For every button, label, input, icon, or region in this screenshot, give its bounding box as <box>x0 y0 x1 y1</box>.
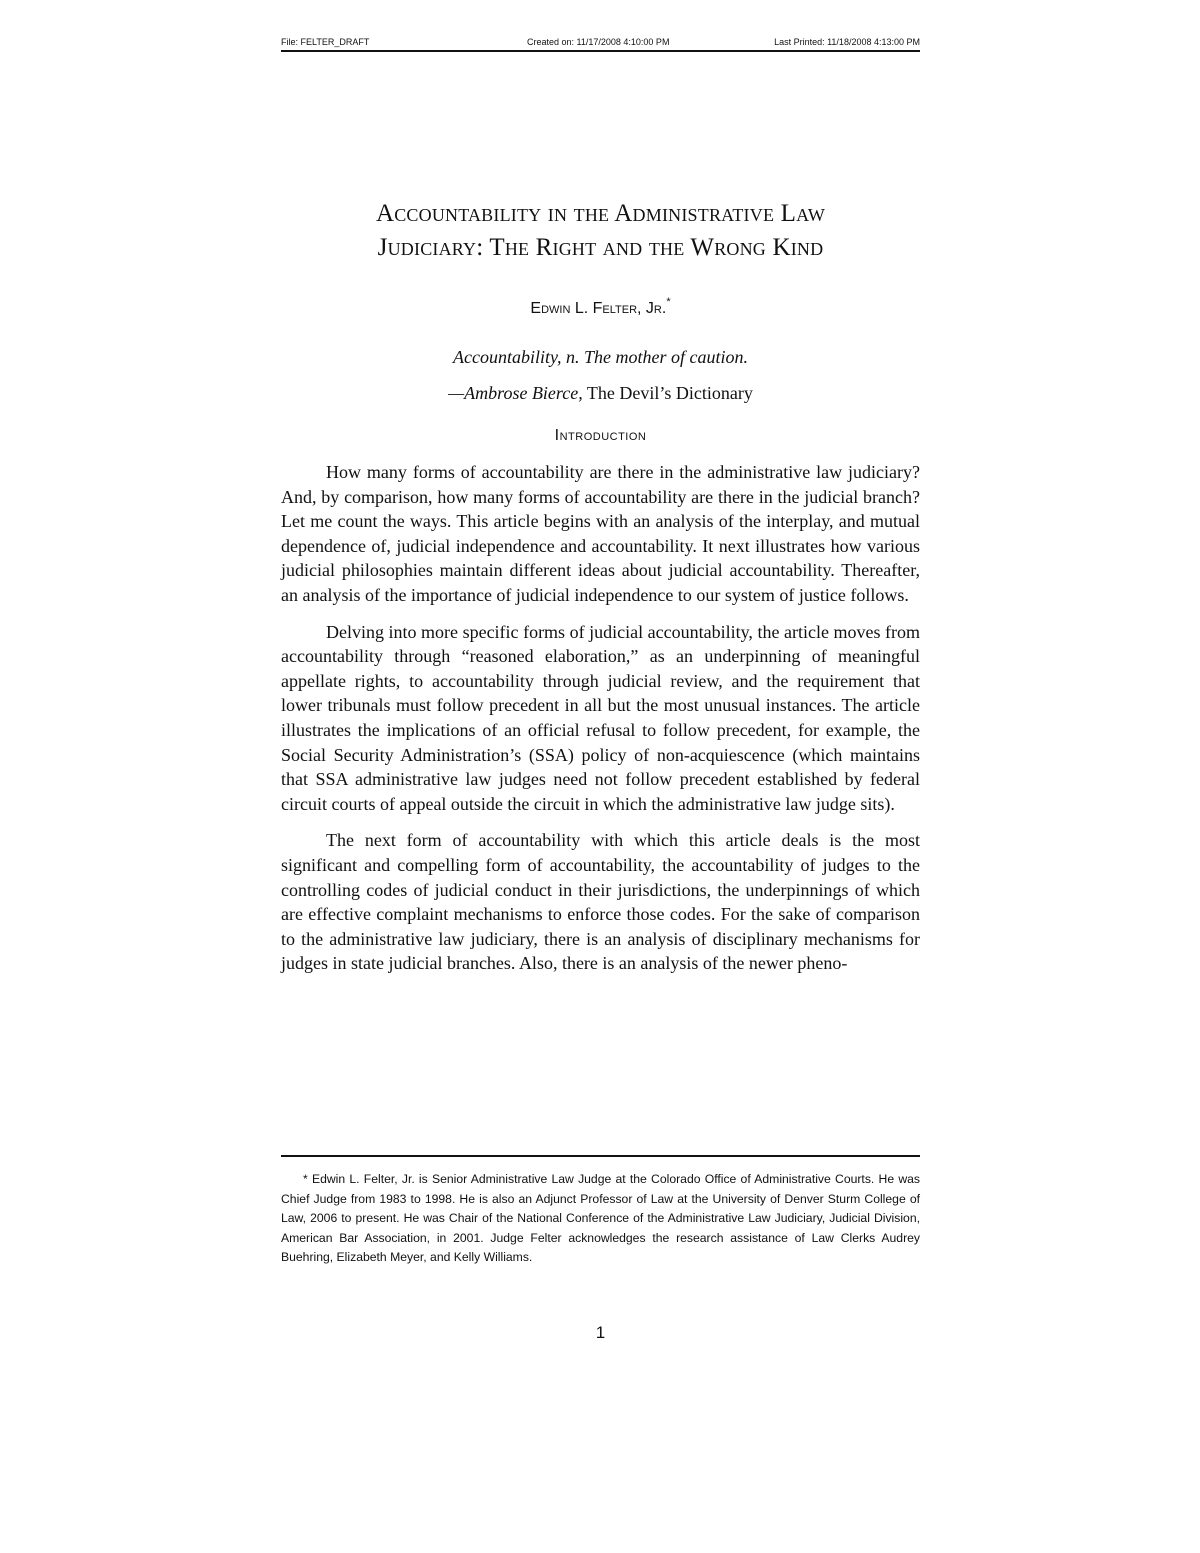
header-file-name: File: FELTER_DRAFT <box>281 37 370 47</box>
epigraph-work: The Devil’s Dictionary <box>582 383 753 403</box>
section-heading: Introduction <box>554 427 647 444</box>
author-byline <box>281 297 920 321</box>
footnote-divider <box>281 1155 920 1157</box>
page-number: 1 <box>595 1323 606 1342</box>
paragraph: The next form of accountability with which this article deals is the most significant and compelling form of accountability, the accountability of judges to the controlling codes of judicial conduct in their jurisdictions, the underpinnings of which are effective complaint mechanisms to enforce those codes. For the sake of comparison to the administrative law judiciary, there is an analysis of disciplinary mechanisms for judges in state judicial branches. Also, there is an analysis of the newer pheno- <box>281 830 920 974</box>
title-line-1: Accountability in the Administrative Law <box>375 200 826 227</box>
footnote: * Edwin L. Felter, Jr. is Senior Administrative Law Judge at the Colorado Office of Administrative Courts. He was Chief Judge from 1983 to 1998. He is also an Adjunct Professor of Law at the University of Denver Sturm College of Law, 2006 to present. He was Chair of the National Conference of the Administrative Law Judiciary, Judicial Division, American Bar Association, in 2001. Judge Felter acknowledges the research assistance of Law Clerks Audrey Buehring, Elizabeth Meyer, and Kelly Williams. <box>281 1172 920 1264</box>
header-printed-date: Last Printed: 11/18/2008 4:13:00 PM <box>774 37 920 47</box>
author-name: Edwin L. Felter, Jr. <box>530 300 667 317</box>
epigraph-attribution <box>281 381 920 405</box>
header-created-date: Created on: 11/17/2008 4:10:00 PM <box>527 37 670 47</box>
article-title <box>281 197 920 265</box>
paragraph: Delving into more specific forms of judicial accountability, the article moves from accountability through “reasoned elaboration,” as an underpinning of meaningful appellate rights, to accountability through judicial review, and the requirement that lower tribunals must follow precedent in all but the most unusual instances. The article illustrates the implications of an official refusal to follow precedent, for example, the Social Security Administration’s (SSA) policy of non-acquiescence (which maintains that SSA administrative law judges need not follow precedent established by federal circuit courts of appeal outside the circuit in which the administrative law judge sits). <box>281 621 920 814</box>
title-line-2: Judiciary: The Right and the Wrong Kind <box>377 234 824 261</box>
body-text <box>281 460 920 988</box>
author-footnote-mark: * <box>666 296 671 308</box>
paragraph: How many forms of accountability are there in the administrative law judiciary? And, by comparison, how many forms of accountability are there in the judicial branch? Let me count the ways. This article begins with an analysis of the interplay, and mutual dependence of, judicial independence and accountability. It next illustrates how various judicial philosophies maintain different ideas about judicial accountability. Thereafter, an analysis of the importance of judicial independence to our system of justice follows. <box>281 462 920 605</box>
running-header <box>281 36 920 52</box>
epigraph-author: —Ambrose Bierce, <box>448 383 583 403</box>
epigraph-quote: Accountability, n. The mother of caution. <box>453 347 748 367</box>
